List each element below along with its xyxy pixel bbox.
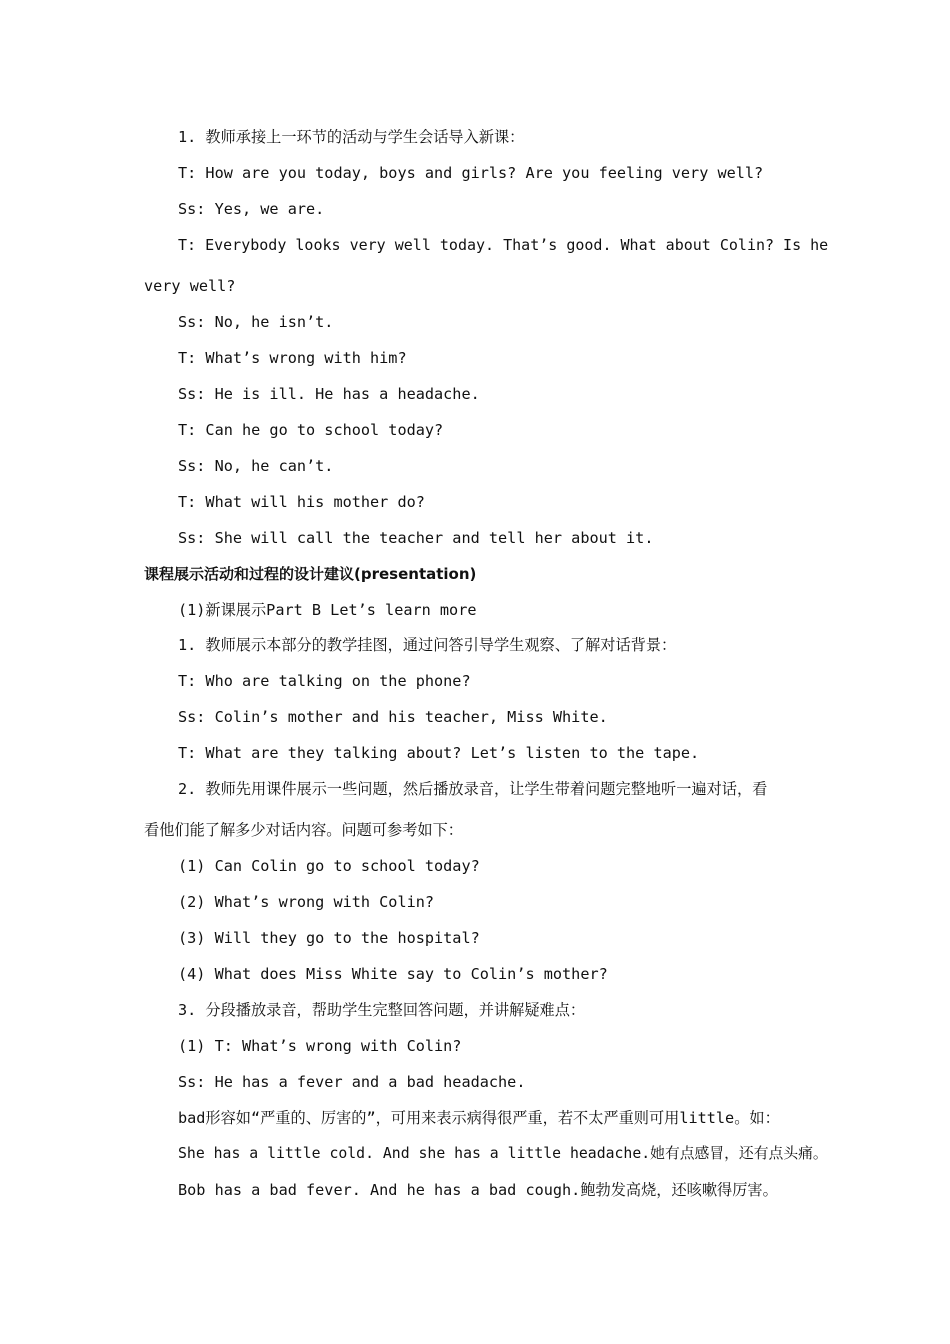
text-line: Ss: Yes, we are. [178, 200, 325, 218]
text-line: 1. 教师展示本部分的教学挂图，通过问答引导学生观察、了解对话背景： [178, 636, 677, 654]
text-line: T: Everybody looks very well today. That’s good. What about Colin? Is he [178, 236, 829, 254]
text-line: (3) Will they go to the hospital? [178, 929, 480, 947]
text-line: 1. 教师承接上一环节的活动与学生会话导入新课： [178, 128, 525, 146]
text-line: Ss: No, he isn’t. [178, 313, 334, 331]
text-line: T: How are you today, boys and girls? Are you feeling very well? [178, 164, 764, 182]
text-line: Ss: He has a fever and a bad headache. [178, 1073, 526, 1091]
text-line: Ss: She will call the teacher and tell her about it. [178, 529, 654, 547]
text-line: Ss: He is ill. He has a headache. [178, 385, 480, 403]
text-line: T: Who are talking on the phone? [178, 672, 471, 690]
text-line: Ss: Colin’s mother and his teacher, Miss White. [178, 708, 608, 726]
text-line: bad形容如“严重的、厉害的”，可用来表示病得很严重，若不太严重则可用little。如： [178, 1109, 780, 1127]
text-line: T: What are they talking about? Let’s listen to the tape. [178, 744, 700, 762]
text-line: She has a little cold. And she has a little headache.她有点感冒，还有点头痛。 [178, 1145, 828, 1162]
text-line: very well? [144, 277, 236, 295]
text-line: (1)新课展示Part B Let’s learn more [178, 601, 477, 619]
text-line: 3. 分段播放录音，帮助学生完整回答问题，并讲解疑难点： [178, 1001, 586, 1019]
text-line: Bob has a bad fever. And he has a bad cough.鲍勃发高烧，还咳嗽得厉害。 [178, 1181, 778, 1199]
text-line: T: Can he go to school today? [178, 421, 444, 439]
text-line: 看他们能了解多少对话内容。问题可参考如下： [144, 821, 463, 839]
text-line: Ss: No, he can’t. [178, 457, 334, 475]
text-line: (2) What’s wrong with Colin? [178, 893, 435, 911]
section-heading: 课程展示活动和过程的设计建议(presentation) [144, 565, 477, 583]
text-line: T: What’s wrong with him? [178, 349, 407, 367]
text-line: (1) T: What’s wrong with Colin? [178, 1037, 462, 1055]
text-line: (4) What does Miss White say to Colin’s mother? [178, 965, 608, 983]
text-line: 2. 教师先用课件展示一些问题，然后播放录音，让学生带着问题完整地听一遍对话，看 [178, 780, 768, 798]
text-line: (1) Can Colin go to school today? [178, 857, 480, 875]
text-line: T: What will his mother do? [178, 493, 425, 511]
